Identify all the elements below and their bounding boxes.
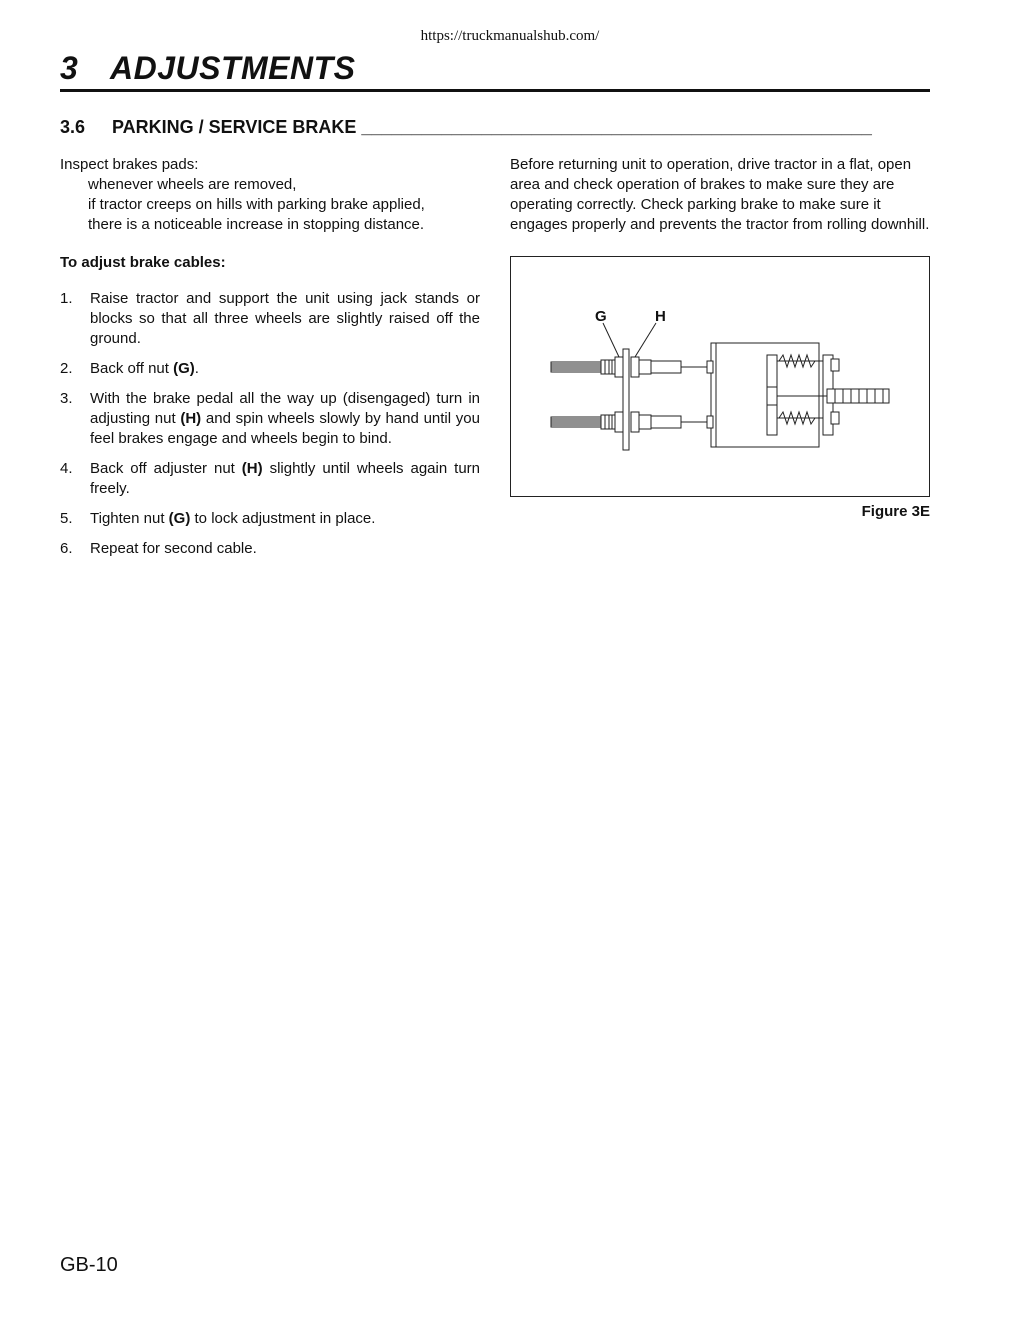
adjustment-steps xyxy=(60,289,480,559)
brake-bracket-housing xyxy=(707,343,819,447)
step-text xyxy=(90,389,480,449)
source-url: https://truckmanualshub.com/ xyxy=(420,28,600,44)
inspect-intro: Inspect brakes pads: xyxy=(60,156,199,173)
adjust-subheading: To adjust brake cables: xyxy=(60,254,226,271)
callout-g: G xyxy=(595,308,607,325)
step-item xyxy=(60,509,480,529)
step-number: 4. xyxy=(60,460,73,477)
step-part-ref: (H) xyxy=(241,460,263,477)
leader-line-h xyxy=(635,323,656,357)
page-number: GB-10 xyxy=(60,1254,118,1276)
step-text-part: Raise tractor and support the unit using jack stands or blocks so that all three wheels are slightly raised off the ground. xyxy=(90,290,480,347)
figure-caption: Figure 3E xyxy=(861,503,930,520)
step-text-part: Back off adjuster nut xyxy=(90,460,242,477)
step-number: 5. xyxy=(60,510,73,527)
inspect-condition: if tractor creeps on hills with parking brake applied, xyxy=(88,196,425,213)
section-title: PARKING / SERVICE BRAKE ___________________________________________________ xyxy=(112,117,872,137)
step-text xyxy=(90,509,480,529)
step-text xyxy=(90,459,480,499)
step-text-part: Tighten nut xyxy=(90,510,169,527)
right-column xyxy=(510,155,930,235)
step-text-part: . xyxy=(194,360,199,377)
callout-h: H xyxy=(655,308,666,325)
step-part-ref: (H) xyxy=(180,410,202,427)
step-text xyxy=(90,289,480,349)
step-number: 3. xyxy=(60,390,73,407)
step-text-part: and spin wheels slowly by hand until you feel brakes engage and wheels begin to bind. xyxy=(90,410,480,447)
brake-cable-diagram xyxy=(511,257,929,496)
step-part-ref: (G) xyxy=(173,360,195,377)
figure-3e-frame xyxy=(510,256,930,497)
step-text-part: Back off nut xyxy=(90,360,174,377)
chapter-heading xyxy=(60,50,356,87)
step-text xyxy=(90,539,480,559)
step-text xyxy=(90,359,480,379)
step-item xyxy=(60,459,480,499)
step-item xyxy=(60,389,480,449)
step-item xyxy=(60,539,480,559)
inspect-condition: whenever wheels are removed, xyxy=(88,176,297,193)
left-column xyxy=(60,155,480,569)
chapter-number: 3 xyxy=(60,50,79,86)
chapter-title: ADJUSTMENTS xyxy=(110,50,356,86)
leader-line-g xyxy=(603,323,619,357)
step-item xyxy=(60,359,480,379)
operation-check-paragraph: Before returning unit to operation, drive tractor in a flat, open area and check operation of brakes to make sure they are operating correctly. Check parking brake to make sure it engages properly and prevents the tractor from rolling downhill. xyxy=(510,156,930,233)
step-text-part: Repeat for second cable. xyxy=(90,540,257,557)
inspect-condition: there is a noticeable increase in stopping distance. xyxy=(88,216,425,233)
step-text-part: With the brake pedal all the way up (disengaged) turn in adjusting nut xyxy=(90,390,480,427)
section-number: 3.6 xyxy=(60,117,86,137)
step-text-part: to lock adjustment in place. xyxy=(190,510,376,527)
chapter-rule xyxy=(60,89,930,92)
step-item xyxy=(60,289,480,349)
upper-brake-cable xyxy=(551,349,707,450)
step-part-ref: (G) xyxy=(168,510,191,527)
step-number: 6. xyxy=(60,540,73,557)
step-number: 1. xyxy=(60,290,73,307)
section-heading xyxy=(60,117,930,138)
step-text-part: slightly until wheels again turn freely. xyxy=(90,460,481,497)
step-number: 2. xyxy=(60,360,73,377)
